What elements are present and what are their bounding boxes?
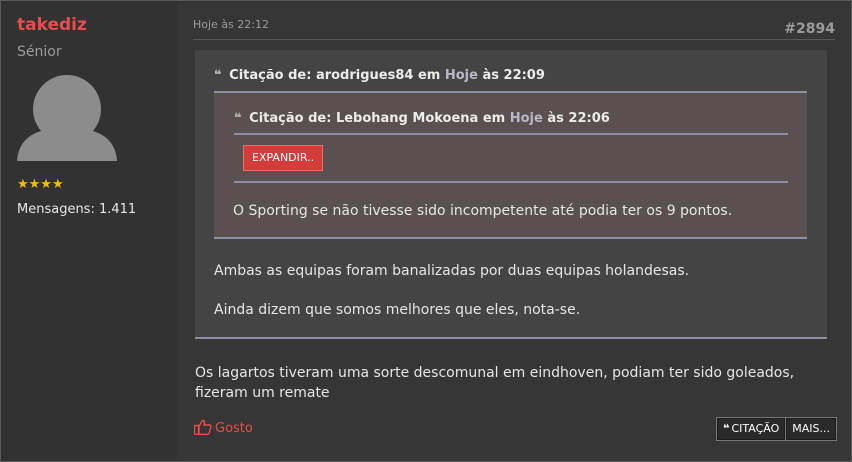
outer-quote-day-link[interactable]: Hoje bbox=[444, 68, 478, 83]
quote-icon: ❝ bbox=[214, 68, 222, 83]
inner-quote-prefix: Citação de: Lebohang Mokoena em bbox=[249, 111, 506, 126]
post-actions bbox=[716, 417, 837, 441]
inner-quote-divider bbox=[234, 181, 788, 183]
message-count bbox=[17, 202, 136, 217]
quote-icon: ❝ bbox=[234, 111, 242, 126]
like-button[interactable] bbox=[194, 419, 253, 436]
inner-quote bbox=[214, 93, 807, 239]
outer-quote-header bbox=[214, 68, 545, 83]
post-body: Os lagartos tiveram uma sorte descomunal em eindhoven, podiam ter sido goleados, fizeram um remate bbox=[195, 365, 795, 401]
outer-quote-text: Ainda dizem que somos melhores que eles, nota-se. bbox=[214, 302, 581, 318]
quote-icon: ❝ bbox=[723, 422, 730, 435]
author-panel bbox=[1, 1, 177, 461]
inner-quote-time: às 22:06 bbox=[547, 111, 610, 126]
thumbs-up-icon bbox=[194, 419, 212, 435]
rank-stars-icon: ★★★★ bbox=[17, 177, 64, 192]
inner-quote-header bbox=[234, 111, 610, 126]
outer-quote-text: Ambas as equipas foram banalizadas por duas equipas holandesas. bbox=[214, 263, 690, 279]
message-count-value: 1.411 bbox=[98, 202, 137, 217]
quote-button[interactable] bbox=[716, 417, 786, 441]
user-avatar-icon[interactable] bbox=[17, 75, 117, 161]
inner-quote-text: O Sporting se não tivesse sido incompetente até podia ter os 9 pontos. bbox=[233, 203, 733, 219]
message-count-label: Mensagens: bbox=[17, 202, 95, 217]
inner-quote-divider bbox=[234, 133, 788, 135]
author-username[interactable]: takediz bbox=[17, 15, 87, 35]
outer-quote-time: às 22:09 bbox=[482, 68, 545, 83]
outer-quote-prefix: Citação de: arodrigues84 em bbox=[229, 68, 441, 83]
quote-button-label: CITAÇÃO bbox=[731, 422, 780, 435]
outer-quote bbox=[195, 50, 827, 339]
inner-quote-day-link[interactable]: Hoje bbox=[509, 111, 543, 126]
like-label: Gosto bbox=[215, 421, 253, 436]
expand-button[interactable]: EXPANDIR.. bbox=[243, 145, 323, 171]
post-date: Hoje às 22:12 bbox=[193, 18, 269, 31]
more-button[interactable]: MAIS... bbox=[786, 417, 837, 441]
post-number-link[interactable]: #2894 bbox=[784, 21, 835, 37]
post-header-divider bbox=[193, 39, 835, 40]
author-rank: Sénior bbox=[17, 44, 62, 60]
